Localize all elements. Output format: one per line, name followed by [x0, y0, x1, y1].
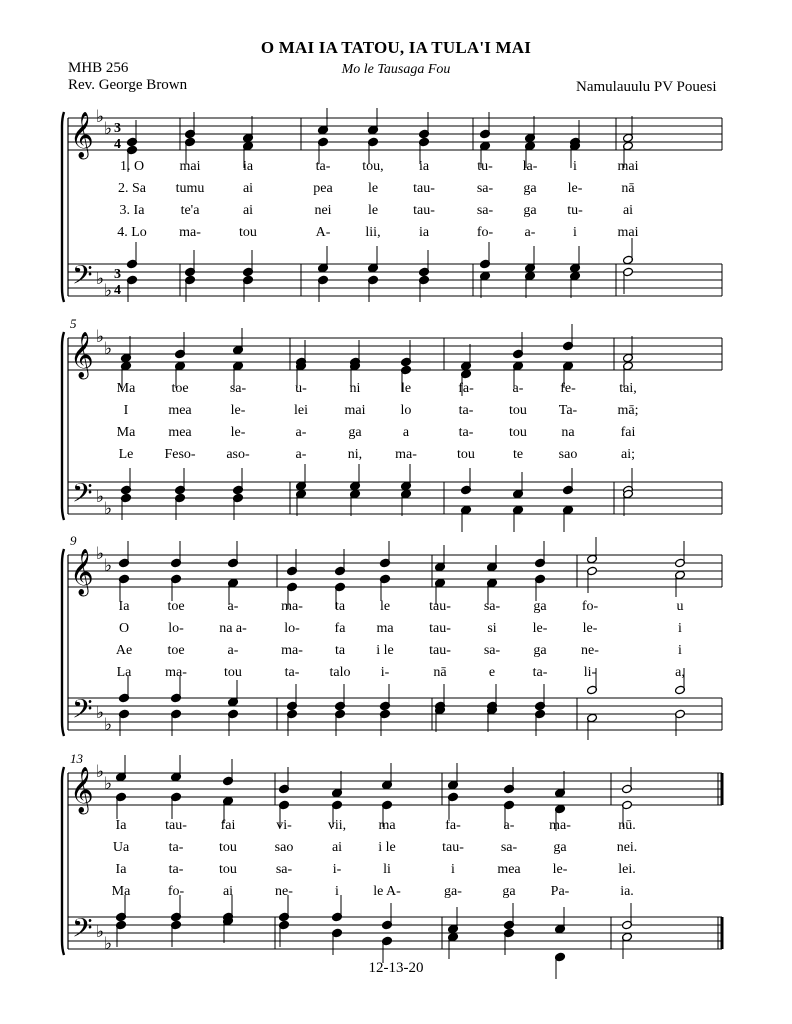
lyric-syllable: A-: [315, 225, 331, 240]
lyric-syllable: aso-: [226, 447, 250, 462]
date-footer: 12-13-20: [368, 960, 424, 976]
lyric-syllable: a-: [524, 225, 536, 240]
lyric-syllable: ta-: [315, 159, 331, 174]
lyric-syllable: ga: [348, 425, 362, 440]
flat-icon: ♭: [96, 703, 105, 723]
lyric-syllable: Ia: [115, 818, 127, 833]
lyric-syllable: lo-: [168, 621, 184, 636]
measure-number: 5: [70, 316, 77, 331]
lyric-syllable: sa-: [476, 181, 494, 196]
lyric-syllable: ga: [502, 884, 516, 899]
system-bracket: [62, 112, 64, 302]
lyric-syllable: ne-: [581, 643, 599, 658]
lyric-syllable: ai: [331, 840, 343, 855]
lyric-syllable: nā: [621, 181, 635, 196]
lyric-syllable: e: [488, 665, 496, 680]
lyric-syllable: La: [116, 665, 132, 680]
time-signature-numerator: 3: [114, 121, 121, 136]
lyric-syllable: le: [379, 599, 391, 614]
lyric-syllable: Ta-: [558, 403, 578, 418]
flat-icon: ♭: [104, 715, 113, 735]
lyric-syllable: tou: [509, 403, 527, 418]
lyric-syllable: ta: [334, 643, 346, 658]
lyric-syllable: ma: [376, 621, 394, 636]
treble-clef-icon: 𝄞: [70, 112, 94, 158]
lyric-syllable: ta-: [168, 840, 184, 855]
lyric-syllable: ma-: [179, 225, 201, 240]
lyric-syllable: lei.: [618, 862, 636, 877]
flat-icon: ♭: [104, 499, 113, 519]
treble-staff: [68, 555, 722, 587]
lyric-syllable: vi-: [276, 818, 292, 833]
bass-clef-icon: 𝄢: [72, 693, 93, 731]
lyric-syllable: fa-: [458, 381, 474, 396]
lyric-syllable: ni: [349, 381, 361, 396]
lyric-syllable: le-: [552, 862, 568, 877]
lyric-syllable: ga: [553, 840, 567, 855]
lyric-syllable: tau-: [165, 818, 187, 833]
lyric-syllable: le-: [230, 403, 246, 418]
lyric-syllable: sao: [274, 840, 294, 855]
lyric-syllable: a-: [295, 425, 307, 440]
time-signature-numerator: 3: [114, 267, 121, 282]
lyric-syllable: le-: [532, 621, 548, 636]
lyric-syllable: ma-: [281, 643, 303, 658]
lyric-syllable: i: [678, 621, 682, 636]
time-signature-denominator: 4: [114, 283, 121, 298]
lyric-syllable: toe: [167, 599, 185, 614]
lyric-syllable: Ua: [112, 840, 130, 855]
lyric-syllable: na: [561, 425, 575, 440]
lyric-syllable: sa-: [275, 862, 293, 877]
lyric-syllable: le A-: [373, 884, 401, 899]
lyric-syllable: Le: [118, 447, 134, 462]
lyric-syllable: tau-: [413, 203, 435, 218]
lyric-syllable: lo-: [284, 621, 300, 636]
lyric-syllable: i le: [378, 840, 396, 855]
lyric-syllable: i-: [332, 862, 342, 877]
lyric-syllable: nā: [433, 665, 447, 680]
lyric-syllable: tau-: [429, 621, 451, 636]
lyric-syllable: a-: [227, 643, 239, 658]
lyric-syllable: i: [335, 884, 339, 899]
bass-staff: [68, 917, 722, 949]
flat-icon: ♭: [96, 269, 105, 289]
flat-icon: ♭: [96, 762, 105, 782]
lyric-syllable: a-: [512, 381, 524, 396]
lyric-syllable: ai: [242, 203, 254, 218]
lyric-syllable: tou: [509, 425, 527, 440]
lyric-syllable: fa-: [445, 818, 461, 833]
lyric-syllable: ga-: [444, 884, 462, 899]
lyric-syllable: ai: [622, 203, 634, 218]
flat-icon: ♭: [96, 327, 105, 347]
lyric-syllable: ta-: [284, 665, 300, 680]
flat-icon: ♭: [96, 922, 105, 942]
lyric-syllable: sao: [558, 447, 578, 462]
translator-credit: Rev. George Brown: [68, 77, 188, 93]
composer-credit: Namulauulu PV Pouesi: [576, 79, 717, 95]
flat-icon: ♭: [104, 556, 113, 576]
bass-clef-icon: 𝄢: [72, 259, 93, 297]
lyric-syllable: a: [402, 425, 410, 440]
lyric-syllable: si: [487, 621, 497, 636]
treble-clef-icon: 𝄞: [70, 549, 94, 595]
lyric-syllable: i: [573, 159, 577, 174]
lyric-syllable: mea: [168, 403, 192, 418]
flat-icon: ♭: [96, 487, 105, 507]
lyric-syllable: ne-: [275, 884, 293, 899]
lyric-syllable: ma: [378, 818, 396, 833]
lyric-syllable: a-: [503, 818, 515, 833]
lyric-syllable: Ma: [111, 884, 131, 899]
lyric-syllable: 1. O: [119, 159, 145, 174]
lyric-syllable: sa-: [229, 381, 247, 396]
lyric-syllable: ta-: [168, 862, 184, 877]
lyric-syllable: ta: [334, 599, 346, 614]
hymn-number: MHB 256: [68, 60, 129, 76]
lyric-syllable: a,: [675, 665, 685, 680]
lyric-syllable: u: [676, 599, 684, 614]
lyric-syllable: Ma: [116, 425, 136, 440]
lyric-syllable: mai: [617, 159, 639, 174]
lyric-syllable: la-: [522, 159, 538, 174]
lyric-syllable: pea: [313, 181, 333, 196]
lyric-syllable: tumu: [175, 181, 205, 196]
lyric-syllable: i le: [376, 643, 394, 658]
lyric-syllable: ai: [222, 884, 234, 899]
lyric-syllable: tou: [219, 840, 237, 855]
lyric-syllable: mea: [168, 425, 192, 440]
lyric-syllable: mai: [179, 159, 201, 174]
lyric-syllable: vii,: [327, 818, 347, 833]
lyric-syllable: mea: [497, 862, 521, 877]
flat-icon: ♭: [96, 107, 105, 127]
time-signature-denominator: 4: [114, 137, 121, 152]
lyric-syllable: ga: [533, 599, 547, 614]
lyric-syllable: Ia: [115, 862, 127, 877]
lyric-syllable: mai: [344, 403, 366, 418]
lyric-syllable: fo-: [476, 225, 494, 240]
system-bracket: [62, 767, 64, 955]
lyric-syllable: tou: [457, 447, 475, 462]
lyric-syllable: lo: [400, 403, 412, 418]
lyric-syllable: u-: [295, 381, 307, 396]
lyric-syllable: talo: [329, 665, 351, 680]
lyric-syllable: Pa-: [550, 884, 570, 899]
lyric-syllable: Ma: [116, 381, 136, 396]
lyric-syllable: tai,: [619, 381, 637, 396]
flat-icon: ♭: [104, 119, 113, 139]
lyric-syllable: tou: [239, 225, 257, 240]
measure-number: 9: [70, 533, 77, 548]
bass-clef-icon: 𝄢: [72, 912, 93, 950]
lyric-syllable: i: [451, 862, 455, 877]
lyric-syllable: ma-: [165, 665, 187, 680]
lyric-syllable: le: [367, 203, 379, 218]
lyric-syllable: tau-: [429, 643, 451, 658]
treble-clef-icon: 𝄞: [70, 332, 94, 378]
flat-icon: ♭: [96, 544, 105, 564]
flat-icon: ♭: [104, 281, 113, 301]
lyric-syllable: fo-: [581, 599, 599, 614]
lyric-syllable: tou: [219, 862, 237, 877]
lyric-syllable: tu-: [567, 203, 583, 218]
lyric-syllable: I: [123, 403, 129, 418]
lyric-syllable: tau-: [429, 599, 451, 614]
lyric-syllable: li-: [583, 665, 597, 680]
lyric-syllable: ta-: [458, 425, 474, 440]
lyric-syllable: ma-: [395, 447, 417, 462]
lyric-syllable: ia.: [620, 884, 634, 899]
lyric-syllable: 4. Lo: [117, 225, 147, 240]
lyric-syllable: Ae: [115, 643, 133, 658]
lyric-syllable: fa: [334, 621, 346, 636]
lyric-syllable: lei: [294, 403, 308, 418]
lyric-syllable: tou,: [362, 159, 384, 174]
lyric-syllable: ta-: [458, 403, 474, 418]
lyric-syllable: lii,: [365, 225, 381, 240]
lyric-syllable: mā;: [617, 403, 639, 418]
lyric-syllable: O: [118, 621, 130, 636]
lyric-syllable: 3. Ia: [119, 203, 145, 218]
flat-icon: ♭: [104, 774, 113, 794]
bass-clef-icon: 𝄢: [72, 477, 93, 515]
lyric-syllable: ni,: [347, 447, 363, 462]
lyric-syllable: ga: [523, 181, 537, 196]
flat-icon: ♭: [104, 934, 113, 954]
lyric-syllable: ia: [242, 159, 254, 174]
bass-staff: [68, 698, 722, 730]
lyric-syllable: tau-: [442, 840, 464, 855]
lyric-syllable: ai;: [621, 447, 635, 462]
lyric-syllable: te'a: [180, 203, 200, 218]
lyric-syllable: tou: [224, 665, 242, 680]
lyric-syllable: a-: [295, 447, 307, 462]
lyric-syllable: le: [400, 381, 412, 396]
treble-clef-icon: 𝄞: [70, 767, 94, 813]
system-bracket: [62, 549, 64, 736]
lyric-syllable: ma-: [281, 599, 303, 614]
lyric-syllable: sa-: [500, 840, 518, 855]
lyric-syllable: ai: [242, 181, 254, 196]
lyric-syllable: i-: [380, 665, 390, 680]
lyric-syllable: toe: [171, 381, 189, 396]
hymn-title: O MAI IA TATOU, IA TULA'I MAI: [260, 38, 532, 57]
measure-number: 13: [70, 751, 83, 766]
flat-icon: ♭: [104, 339, 113, 359]
lyric-syllable: toe: [167, 643, 185, 658]
lyric-syllable: te: [512, 447, 524, 462]
lyric-syllable: tu-: [477, 159, 493, 174]
lyric-syllable: nei.: [616, 840, 638, 855]
lyric-syllable: i: [678, 643, 682, 658]
lyric-syllable: ta-: [532, 665, 548, 680]
hymn-subtitle: Mo le Tausaga Fou: [341, 62, 451, 77]
lyric-syllable: na a-: [219, 621, 247, 636]
lyric-syllable: Feso-: [164, 447, 196, 462]
lyric-syllable: mai: [617, 225, 639, 240]
lyric-syllable: le: [367, 181, 379, 196]
lyric-syllable: fo-: [167, 884, 185, 899]
lyric-syllable: le-: [230, 425, 246, 440]
system-bracket: [62, 332, 64, 520]
lyric-syllable: a-: [227, 599, 239, 614]
lyric-syllable: sa-: [483, 599, 501, 614]
lyric-syllable: li: [383, 862, 391, 877]
lyric-syllable: ia: [418, 159, 430, 174]
lyric-syllable: ma-: [549, 818, 571, 833]
lyric-syllable: le-: [567, 181, 583, 196]
lyric-syllable: nū.: [618, 818, 636, 833]
lyric-syllable: sa-: [483, 643, 501, 658]
lyric-syllable: ga: [523, 203, 537, 218]
lyric-syllable: Ia: [118, 599, 130, 614]
lyric-syllable: nei: [314, 203, 332, 218]
lyric-syllable: i: [573, 225, 577, 240]
lyric-syllable: tau-: [413, 181, 435, 196]
lyric-syllable: 2. Sa: [118, 181, 146, 196]
lyric-syllable: fai: [620, 425, 636, 440]
lyric-syllable: ga: [533, 643, 547, 658]
lyric-syllable: le-: [582, 621, 598, 636]
lyric-syllable: fai: [220, 818, 236, 833]
lyric-syllable: ia: [418, 225, 430, 240]
lyric-syllable: fe-: [560, 381, 576, 396]
lyric-syllable: sa-: [476, 203, 494, 218]
